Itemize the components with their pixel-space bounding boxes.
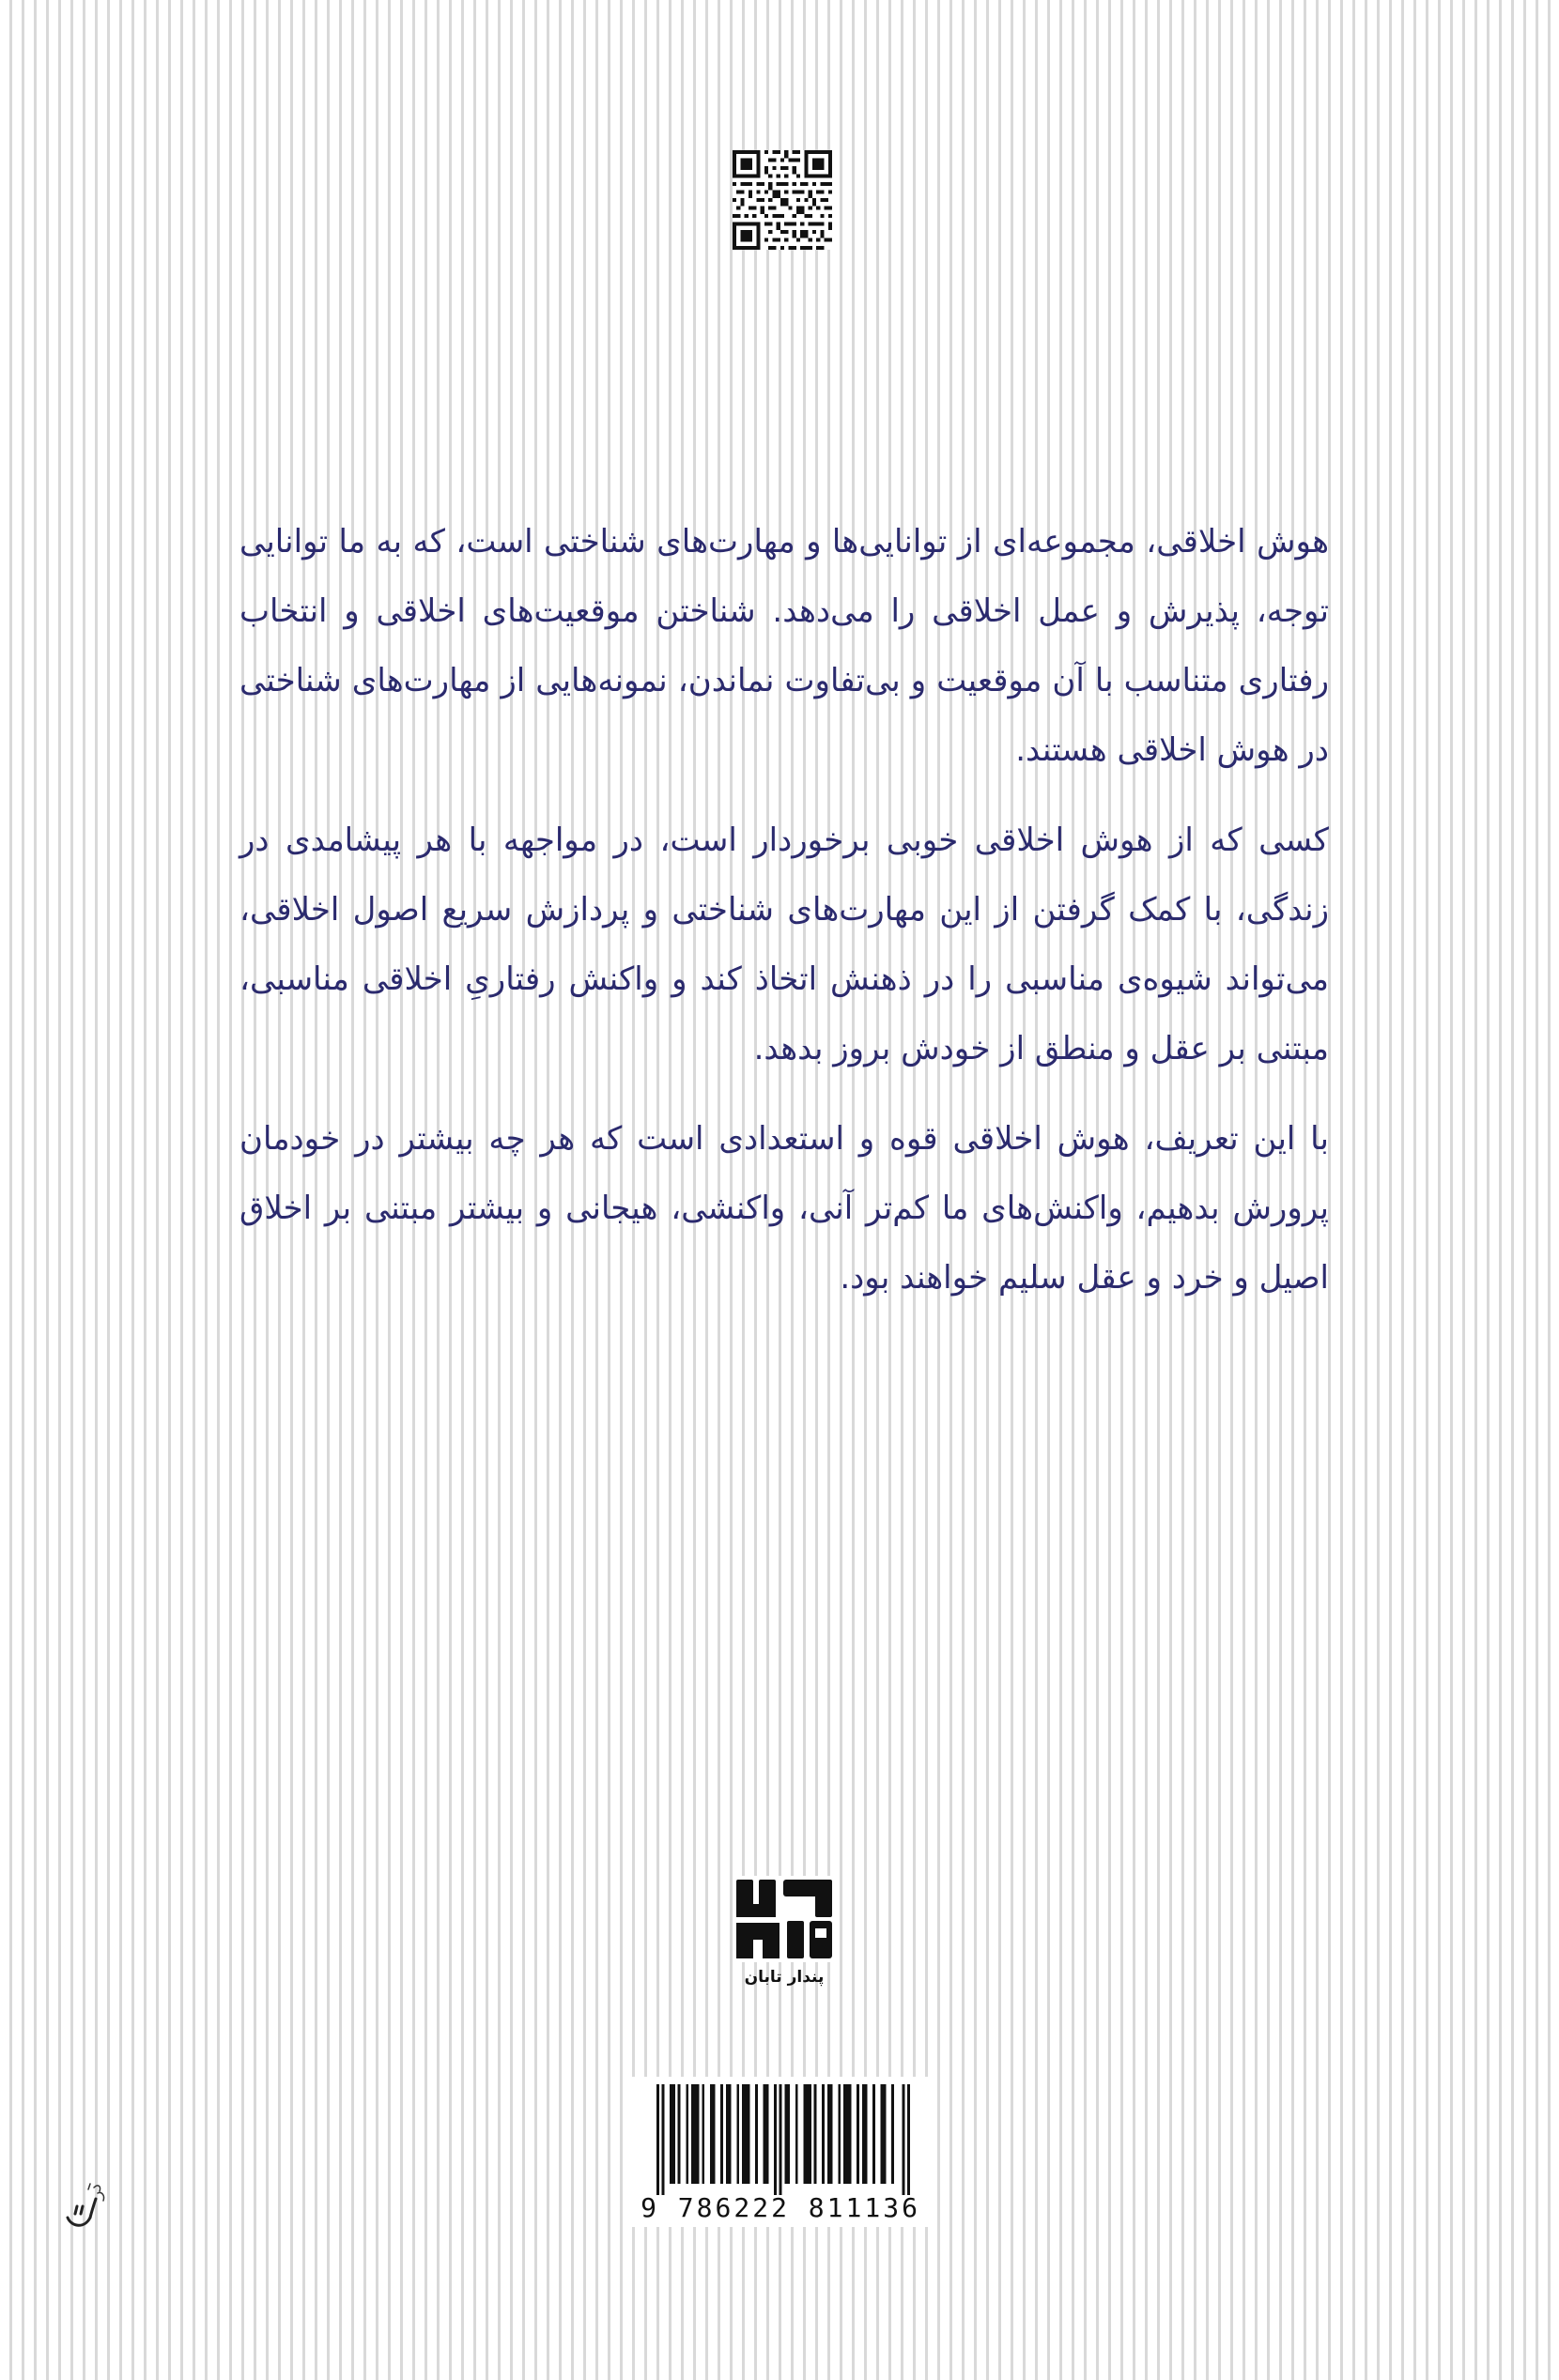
designer-signature — [62, 2176, 109, 2233]
isbn-barcode — [630, 2077, 931, 2227]
isbn-number: 9 786222 811136 — [641, 2192, 920, 2223]
qr-code — [733, 150, 832, 250]
description-paragraph-2: کسی که از هوش اخلاقی خوبی برخوردار است، در مواجهه با هر پیشامدی در زندگی، با کمک گرفتن از این مهارت‌های شناختی و پردازش سریع اصول اخلاقی، می‌تواند شیوه‌ی مناسبی را در ذهنش اتخاذ کند و واکنش رفتاریِ اخلاقی مناسبی، مبتنی بر عقل و منطق از خودش بروز بدهد. — [239, 821, 1329, 1067]
description-paragraph-3: با این تعریف، هوش اخلاقی قوه و استعدادی است که هر چه بیشتر در خودمان پرورش بدهیم، واکنش‌های ما کم‌تر آنی، واکنشی، هیجانی و بیشتر مبتنی بر اخلاق اصیل و خرد و عقل سلیم خواهند بود. — [239, 1120, 1329, 1297]
publisher-name: پندار تابان — [744, 1968, 825, 1987]
publisher-logo-icon — [733, 1876, 836, 1962]
designer-signature-icon — [62, 2176, 109, 2233]
qr-code-icon — [733, 150, 832, 250]
barcode-icon — [656, 2084, 910, 2195]
back-cover-description — [239, 507, 1329, 1333]
publisher-logo — [725, 1876, 843, 1987]
description-paragraph-1: هوش اخلاقی، مجموعه‌ای از توانایی‌ها و مهارت‌های شناختی است، که به ما توانایی توجه، پذیرش و عمل اخلاقی را می‌دهد. شناختن موقعیت‌های اخلاقی و انتخاب رفتاری متناسب با آن موقعیت و بی‌تفاوت نماندن، نمونه‌هایی از مهارت‌های شناختی در هوش اخلاقی هستند. — [239, 523, 1329, 769]
